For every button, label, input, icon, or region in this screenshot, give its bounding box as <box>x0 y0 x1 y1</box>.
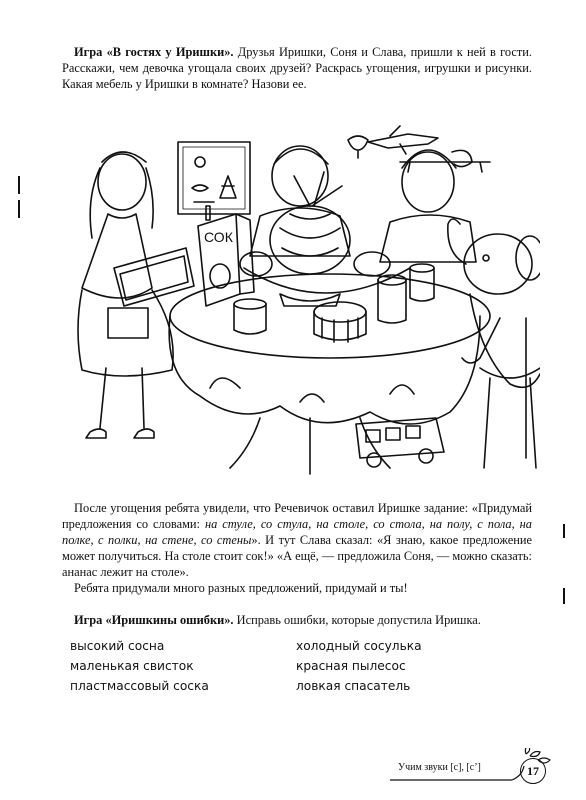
juice-box-label: СОК <box>204 229 233 245</box>
girl-with-tray <box>78 152 194 438</box>
margin-mark <box>18 176 20 194</box>
boy <box>250 146 350 256</box>
margin-mark <box>563 524 565 538</box>
page-footer <box>380 748 560 788</box>
errors-game-title: Игра «Иришкины ошибки». <box>74 613 234 627</box>
margin-mark <box>18 200 20 218</box>
phrase-item: высокий сосна <box>70 639 165 653</box>
story-paragraph <box>62 500 532 596</box>
intro-text: Друзья Иришки, Соня и Слава, пришли к ней в гости. Расскажи, чем девочка угощала своих друзей? Раскрась угощения, игрушки и рисунки. Какая мебель у Иришки в комнате? Назови ее. <box>62 45 532 91</box>
story-conclusion: Ребята придумали много разных предложений, придумай и ты! <box>74 581 408 595</box>
girl-right <box>380 150 476 262</box>
story-text-continued: ». И тут Слава сказал: «Я знаю, какое предложение может получиться. На столе стоит сок!» «А ещё, — предложила Соня, — можно сказать: ананас лежит на столе». <box>62 533 532 579</box>
party-illustration <box>60 118 540 480</box>
wall-picture <box>178 142 250 214</box>
game-title: Игра «В гостях у Иришки». <box>74 45 234 59</box>
phrase-item: маленькая свисток <box>70 659 194 673</box>
phrase-item: холодный сосулька <box>296 639 422 653</box>
phrase-list-right <box>296 636 422 696</box>
phrase-list-left <box>70 636 209 696</box>
margin-mark <box>563 588 565 604</box>
footer-text: Учим звуки [с], [с’] <box>398 762 481 773</box>
juice-box <box>198 206 254 306</box>
intro-paragraph <box>62 44 532 92</box>
errors-game-paragraph <box>62 612 532 628</box>
fruit-bowl <box>240 172 410 306</box>
toy-bus <box>356 418 444 467</box>
story-text-start: После угощения ребята увидели, что Речевичок оставил Иришке задание: «Придумай предложения со словами: <box>62 501 532 531</box>
pie <box>314 302 366 342</box>
errors-game-text: Исправь ошибки, которые допустила Иришка. <box>233 613 481 627</box>
phrase-item: ловкая спасатель <box>296 679 411 693</box>
phrase-item: красная пылесос <box>296 659 406 673</box>
story-italic-words: на стуле, со стула, на столе, со стола, на полу, с пола, на полке, с полки, на стене, со стены <box>62 517 532 547</box>
page-number: 17 <box>520 758 546 784</box>
phrase-item: пластмассовый соска <box>70 679 209 693</box>
